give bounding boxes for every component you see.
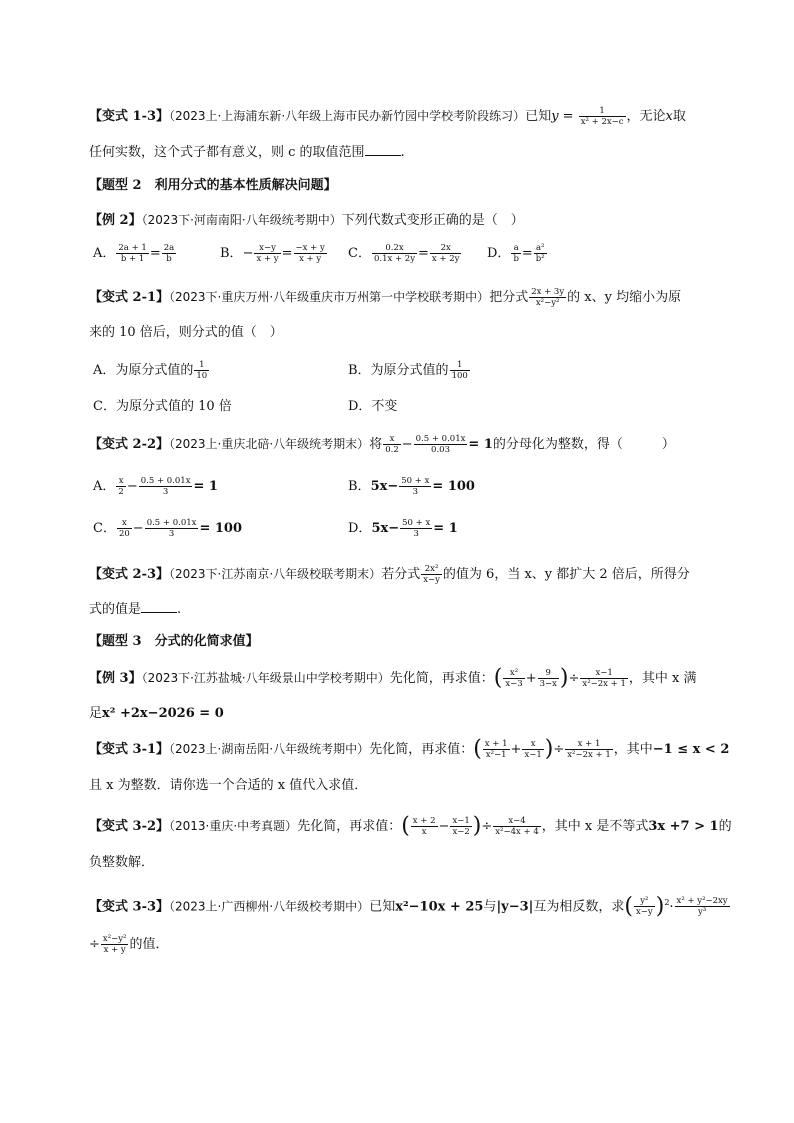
option-c: C．为原分式值的 10 倍 bbox=[93, 399, 232, 414]
question-ex3-line1: 【例 3】（2023下·江苏盐城·八年级景山中学校考期中）先化简，再求值：( $\frac{\text{x²}}{x-3}$ + $\frac{9}{3-x}$ )÷ $\frac{x-1}{\text{x²−2x + 1}}$ ，其中 x 满 bbox=[89, 665, 697, 691]
option-b: B．5x− $\frac{50 + x}{3}$ = 100 bbox=[348, 476, 475, 497]
question-v32-line1: 【变式 3-2】（2013·重庆·中考真题）先化简，再求值：( $\frac{x + 2}{x}$ − $\frac{x-1}{x-2}$ )÷ $\frac{x-4}{\text{x²−4x + 4}}$ ，其中 x 是不等式3x +7 > 1的 bbox=[89, 813, 732, 839]
question-v23-line1: 【变式 2-3】（2023下·江苏南京·八年级校联考期末）若分式 $\frac{\text{2x²}}{x-y}$ 的值为 6，当 x、y 都扩大 2 倍后，所得分 bbox=[89, 564, 690, 585]
question-v33-line2: ÷ $\frac{\text{x²−y²}}{x + y}$ 的值． bbox=[89, 934, 169, 955]
option-a: A． $\frac{2a + 1}{b + 1}$ = $\frac{2a}{b}$ bbox=[93, 243, 175, 264]
option-c: C． $\frac{0.2x}{0.1x + 2y}$ = $\frac{2x}{x + 2y}$ bbox=[348, 243, 460, 264]
question-v13-line2: 任何实数，这个式子都有意义，则 c 的取值范围 . bbox=[89, 145, 405, 160]
option-b: B．为原分式值的 $\frac{1}{100}$ bbox=[348, 360, 468, 381]
option-d: D． $\frac{a}{b}$ = $\frac{\text{a²}}{\text{b²}}$ bbox=[487, 243, 545, 264]
answer-blank bbox=[141, 600, 177, 613]
question-v31-line1: 【变式 3-1】（2023上·湖南岳阳·八年级统考期中）先化简，再求值：( $\frac{x + 1}{\text{x²−1}}$ + $\frac{x}{x-1}$ )÷ $\frac{x + 1}{\text{x²−2x + 1}}$ ，其中−1 ≤ x < 2 bbox=[89, 736, 730, 762]
question-tag: 【变式 1-3】 bbox=[89, 109, 170, 124]
fraction: $\frac{1}{\text{x² + 2x−c}}$ bbox=[580, 106, 624, 127]
question-v33-line1: 【变式 3-3】（2023上·广西柳州·八年级校考期中）已知x²−10x + 25与|y−3|互为相反数，求( $\frac{\text{y²}}{x-y}$ )$^2$· $\frac{\text{x² + y²−2xy}}{\text{y³}}$ bbox=[89, 893, 728, 919]
question-v23-line2: 式的值是 . bbox=[89, 602, 182, 617]
question-v13-line1: 【变式 1-3】（2023上·上海浦东新·八年级上海市民办新竹园中学校考阶段练习）已知y = $\frac{1}{\text{x² + 2x−c}}$ ，无论x取 bbox=[89, 106, 686, 127]
question-ex3-line2: 足x² +2x−2026 = 0 bbox=[89, 706, 224, 721]
section-heading: 【题型 2 利用分式的基本性质解决问题】 bbox=[89, 178, 337, 193]
question-source: （2023上·上海浦东新·八年级上海市民办新竹园中学校考阶段练习） bbox=[169, 109, 526, 123]
option-a: A． $\frac{x}{2}$ − $\frac{0.5 + 0.01x}{3}$ = 1 bbox=[93, 476, 218, 497]
question-v22: 【变式 2-2】（2023上·重庆北碚·八年级统考期末）将 $\frac{x}{0.2}$ − $\frac{0.5 + 0.01x}{0.03}$ = 1的分母化为整数，得（ ） bbox=[89, 434, 675, 455]
question-v21-line2: 来的 10 倍后，则分式的值（ ） bbox=[89, 325, 283, 340]
question-v31-line2: 且 x 为整数．请你选一个合适的 x 值代入求值． bbox=[89, 778, 368, 793]
option-d: D．5x− $\frac{50 + x}{3}$ = 1 bbox=[348, 518, 458, 539]
option-b: B．− $\frac{x-y}{x + y}$ = $\frac{-x + y}{x + y}$ bbox=[220, 243, 325, 264]
question-v21-line1: 【变式 2-1】（2023下·重庆万州·八年级重庆市万州第一中学校联考期中）把分式 $\frac{2x + 3y}{\text{x²−y²}}$ 的 x、y 均缩小为原 bbox=[89, 287, 682, 308]
option-d: D．不变 bbox=[348, 399, 398, 414]
answer-blank bbox=[365, 143, 401, 156]
question-ex2: 【例 2】（2023下·河南南阳·八年级统考期中）下列代数式变形正确的是（ ） bbox=[89, 213, 524, 228]
option-c: C． $\frac{x}{20}$ − $\frac{0.5 + 0.01x}{3}$ = 100 bbox=[93, 518, 243, 539]
section-heading: 【题型 3 分式的化简求值】 bbox=[89, 634, 259, 649]
question-v32-line2: 负整数解． bbox=[89, 855, 155, 870]
option-a: A．为原分式值的 $\frac{1}{10}$ bbox=[93, 360, 208, 381]
